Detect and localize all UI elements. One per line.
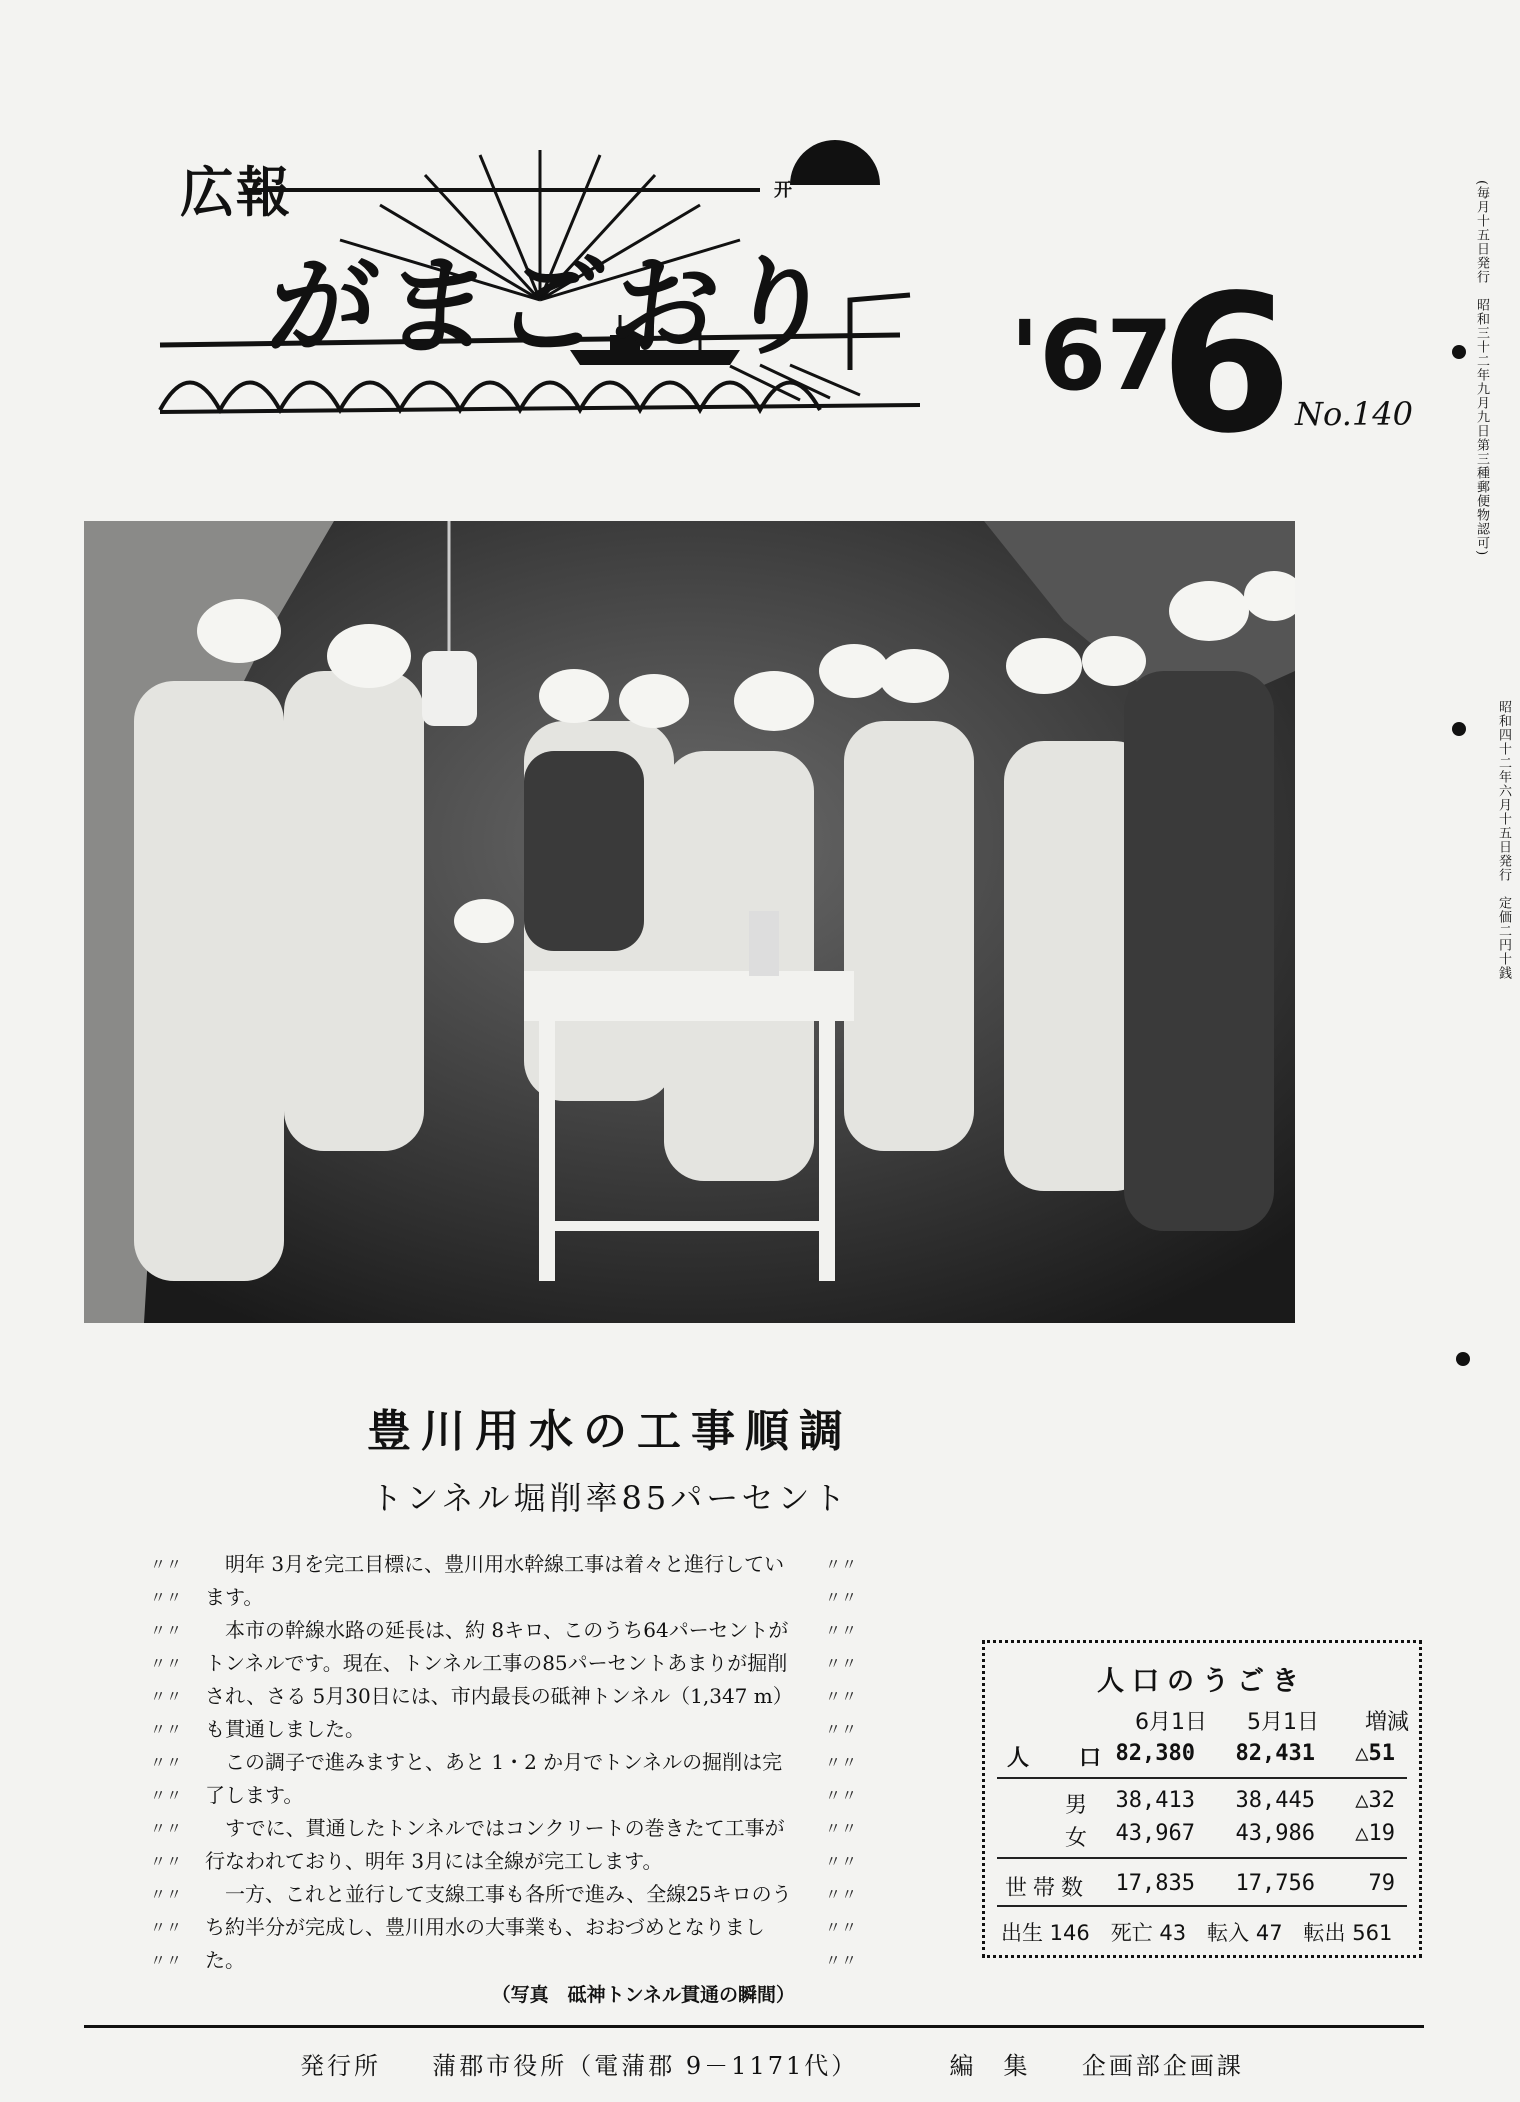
margin-dot bbox=[1452, 722, 1466, 736]
left-border-marks: 〃〃 〃〃 〃〃 〃〃 〃〃 〃〃 〃〃 〃〃 〃〃 〃〃 〃〃 〃〃 〃〃 bbox=[150, 1555, 183, 1970]
photo-caption: （写真 砥神トンネル貫通の瞬間） bbox=[491, 1984, 795, 2006]
row-divider bbox=[997, 1905, 1407, 1907]
article-paragraph: すでに、貫通したトンネルではコンクリートの巻きたて工事が行なわれており、明年 3月には全線が完工します。 bbox=[205, 1816, 785, 1873]
newsletter-title: がまごおり bbox=[262, 245, 846, 370]
footer bbox=[300, 2046, 1244, 2081]
postal-permit-text: (毎月十五日発行 昭和三十二年九月九日第三種郵便物認可) bbox=[1474, 180, 1489, 557]
row-divider bbox=[997, 1857, 1407, 1859]
article-body bbox=[205, 1548, 795, 2012]
publisher: 蒲郡市役所（電蒲郡 9－1171代） bbox=[432, 2052, 859, 2080]
col-header-june: 6月1日 bbox=[1135, 1710, 1207, 1735]
margin-dot bbox=[1456, 1352, 1470, 1366]
total-diff: △51 bbox=[1355, 1741, 1395, 1766]
koho-label: 広報 bbox=[180, 161, 292, 224]
editor: 企画部企画課 bbox=[1081, 2052, 1244, 2080]
article-paragraph: 明年 3月を完工目標に、豊川用水幹線工事は着々と進行しています。 bbox=[205, 1552, 785, 1609]
tunnel-breakthrough-photo bbox=[84, 521, 1295, 1323]
right-border-marks: 〃〃 〃〃 〃〃 〃〃 〃〃 〃〃 〃〃 〃〃 〃〃 〃〃 〃〃 〃〃 〃〃 bbox=[825, 1555, 858, 1970]
article-subheadline: トンネル堀削率85パーセント bbox=[370, 1479, 850, 1517]
row-label-total: 人 口 bbox=[1007, 1746, 1116, 1771]
publication-date-text: 昭和四十二年六月十五日発行 定価二円十銭 bbox=[1496, 700, 1511, 980]
col-header-may: 5月1日 bbox=[1247, 1710, 1319, 1735]
female-may: 43,986 bbox=[1235, 1821, 1315, 1846]
female-diff: △19 bbox=[1355, 1821, 1395, 1846]
footer-rule bbox=[84, 2025, 1424, 2028]
issue-year: '67 bbox=[1010, 300, 1173, 412]
row-label-households: 世帯数 bbox=[1005, 1876, 1090, 1901]
editor-label: 編 集 bbox=[949, 2052, 1031, 2080]
households-may: 17,756 bbox=[1235, 1871, 1315, 1896]
col-header-diff: 増減 bbox=[1365, 1710, 1410, 1735]
masthead-stamp: 开 bbox=[774, 180, 792, 201]
article-paragraph: この調子で進みますと、あと 1・2 か月でトンネルの掘削は完了します。 bbox=[205, 1750, 783, 1807]
masthead bbox=[140, 120, 940, 440]
issue-month: 6 bbox=[1160, 254, 1293, 475]
male-diff: △32 bbox=[1355, 1788, 1395, 1813]
total-june: 82,380 bbox=[1115, 1741, 1195, 1766]
vital-movement: 出生 146 死亡 43 転入 47 転出 561 bbox=[1001, 1921, 1393, 1945]
issue-number: No.140 bbox=[1295, 395, 1413, 433]
article-paragraph: 本市の幹線水路の延長は、約 8キロ、このうち64パーセントがトンネルです。現在、トンネル工事の85パーセントあまりが掘削され、さる 5月30日には、市内最長の砥神トンネル（1,347 m）も貫通しました。 bbox=[205, 1618, 793, 1741]
total-may: 82,431 bbox=[1235, 1741, 1315, 1766]
households-diff: 79 bbox=[1368, 1871, 1395, 1896]
margin-dot bbox=[1452, 345, 1466, 359]
male-june: 38,413 bbox=[1115, 1788, 1195, 1813]
article-paragraph: 一方、これと並行して支線工事も各所で進み、全線25キロのうち約半分が完成し、豊川用水の大事業も、おおづめとなりました。 bbox=[205, 1882, 792, 1972]
row-label-female: 女 bbox=[1065, 1826, 1088, 1851]
population-table bbox=[982, 1640, 1422, 1958]
article-headline: 豊川用水の工事順調 bbox=[367, 1406, 853, 1457]
population-title: 人口のうごき bbox=[1097, 1666, 1307, 1697]
female-june: 43,967 bbox=[1115, 1821, 1195, 1846]
male-may: 38,445 bbox=[1235, 1788, 1315, 1813]
row-label-male: 男 bbox=[1065, 1793, 1088, 1818]
publisher-label: 発行所 bbox=[300, 2052, 381, 2080]
row-divider bbox=[997, 1777, 1407, 1779]
households-june: 17,835 bbox=[1115, 1871, 1195, 1896]
